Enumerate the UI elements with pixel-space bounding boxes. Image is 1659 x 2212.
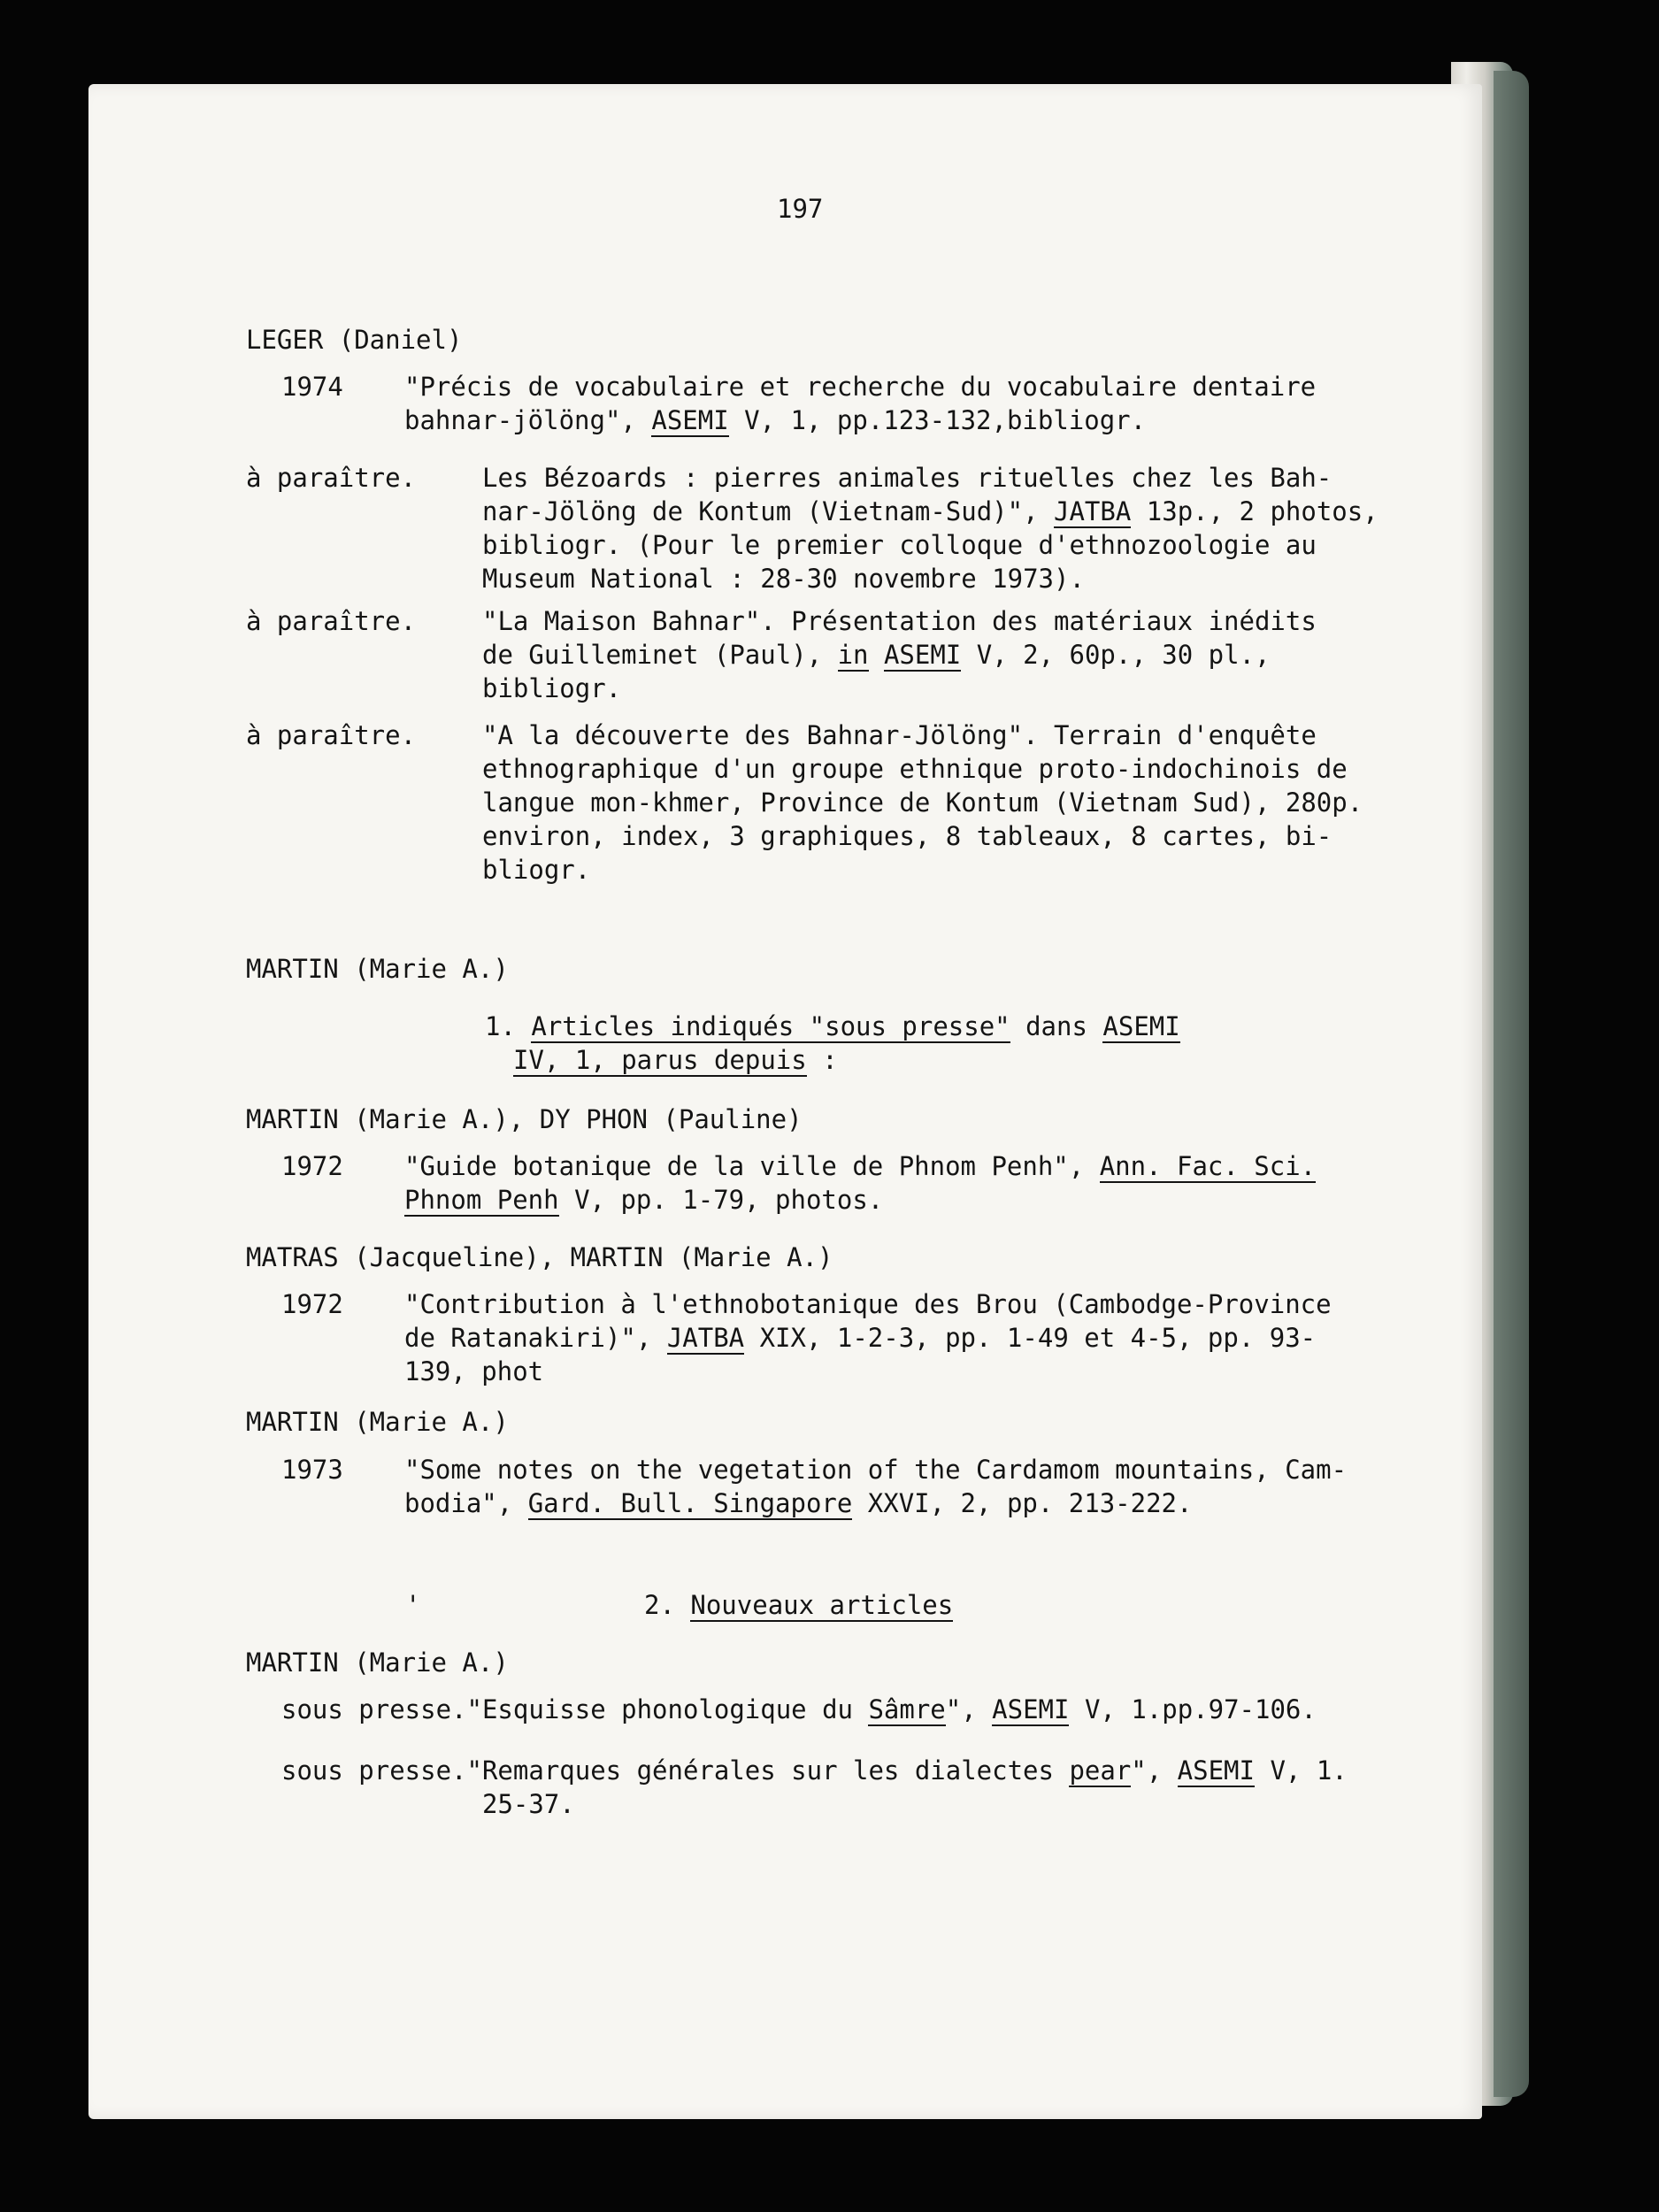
entry-line: bodia", Gard. Bull. Singapore XXVI, 2, pp. 213-222. xyxy=(404,1488,1193,1518)
entry-line: bibliogr. (Pour le premier colloque d'ethnozoologie au xyxy=(482,530,1317,560)
entry-line: de Ratanakiri)", JATBA XIX, 1-2-3, pp. 1-49 et 4-5, pp. 93- xyxy=(404,1323,1317,1353)
entry-line: "A la découverte des Bahnar-Jölöng". Terrain d'enquête xyxy=(482,720,1317,750)
entry-line: "La Maison Bahnar". Présentation des matériaux inédits xyxy=(482,606,1317,636)
entry-line: "Guide botanique de la ville de Phnom Penh", Ann. Fac. Sci. xyxy=(404,1151,1317,1181)
page-number: 197 xyxy=(777,194,824,224)
journal-name: ASEMI xyxy=(883,640,962,670)
author-heading: MARTIN (Marie A.) xyxy=(246,1647,509,1678)
author-heading-martin: MARTIN (Marie A.) xyxy=(246,954,509,984)
entry-line: "Précis de vocabulaire et recherche du vocabulaire dentaire xyxy=(404,372,1317,402)
journal-name: ASEMI xyxy=(992,1694,1070,1724)
entry-status: sous presse. xyxy=(281,1755,467,1786)
section-heading-2: 2. Nouveaux articles xyxy=(644,1590,954,1620)
section-heading-1: 1. Articles indiqués "sous presse" dans ASEMI xyxy=(485,1011,1180,1041)
entry-line: langue mon-khmer, Province de Kontum (Vietnam Sud), 280p. xyxy=(482,787,1363,818)
journal-name: ASEMI xyxy=(1102,1011,1180,1041)
in-word: in xyxy=(837,640,869,670)
entry-status: à paraître. xyxy=(246,606,417,636)
entry-year: 1973 xyxy=(281,1455,343,1485)
language-name: Sâmre xyxy=(868,1694,946,1724)
entry-line: de Guilleminet (Paul), in ASEMI V, 2, 60p., 30 pl., xyxy=(482,640,1271,670)
section-heading-1-cont: IV, 1, parus depuis : xyxy=(513,1045,838,1075)
book-cover-edge xyxy=(1494,71,1529,2097)
entry-year: 1972 xyxy=(281,1151,343,1181)
journal-name: Ann. Fac. Sci. xyxy=(1099,1151,1317,1181)
author-heading: MARTIN (Marie A.) xyxy=(246,1407,509,1437)
entry-status: à paraître. xyxy=(246,720,417,750)
document-page xyxy=(88,84,1482,2119)
entry-status: à paraître. xyxy=(246,463,417,493)
journal-name: JATBA xyxy=(666,1323,745,1353)
entry-line: "Contribution à l'ethnobotanique des Brou (Cambodge-Province xyxy=(404,1289,1332,1319)
entry-status: sous presse. xyxy=(281,1694,467,1724)
entry-line: bibliogr. xyxy=(482,673,622,703)
entry-line: 25-37. xyxy=(482,1789,575,1819)
entry-line: ethnographique d'un groupe ethnique proto-indochinois de xyxy=(482,754,1348,784)
journal-name: Gard. Bull. Singapore xyxy=(527,1488,853,1518)
journal-name: ASEMI xyxy=(1177,1755,1255,1786)
entry-line: bahnar-jölöng", ASEMI V, 1, pp.123-132,bibliogr. xyxy=(404,405,1147,435)
entry-line: Museum National : 28-30 novembre 1973). xyxy=(482,564,1085,594)
stray-mark: ' xyxy=(405,1590,421,1620)
entry-line: sous presse."Remarques générales sur les dialectes pear", ASEMI V, 1. xyxy=(281,1755,1348,1786)
entry-line: "Some notes on the vegetation of the Cardamom mountains, Cam- xyxy=(404,1455,1348,1485)
entry-line: nar-Jölöng de Kontum (Vietnam-Sud)", JATBA 13p., 2 photos, xyxy=(482,496,1379,526)
entry-line: Phnom Penh V, pp. 1-79, photos. xyxy=(404,1185,884,1215)
author-heading: MATRAS (Jacqueline), MARTIN (Marie A.) xyxy=(246,1242,833,1272)
entry-line: sous presse."Esquisse phonologique du Sâmre", ASEMI V, 1.pp.97-106. xyxy=(281,1694,1317,1724)
journal-name: Phnom Penh xyxy=(404,1185,559,1215)
entry-line: 139, phot xyxy=(404,1356,544,1386)
journal-name: JATBA xyxy=(1054,496,1132,526)
journal-name: ASEMI xyxy=(651,405,729,435)
entry-line: Les Bézoards : pierres animales rituelles chez les Bah- xyxy=(482,463,1333,493)
entry-line: bliogr. xyxy=(482,855,591,885)
entry-line: environ, index, 3 graphiques, 8 tableaux, 8 cartes, bi- xyxy=(482,821,1333,851)
author-heading: MARTIN (Marie A.), DY PHON (Pauline) xyxy=(246,1104,803,1134)
author-heading-leger: LEGER (Daniel) xyxy=(246,325,463,355)
entry-year: 1974 xyxy=(281,372,343,402)
language-name: pear xyxy=(1069,1755,1132,1786)
entry-year: 1972 xyxy=(281,1289,343,1319)
